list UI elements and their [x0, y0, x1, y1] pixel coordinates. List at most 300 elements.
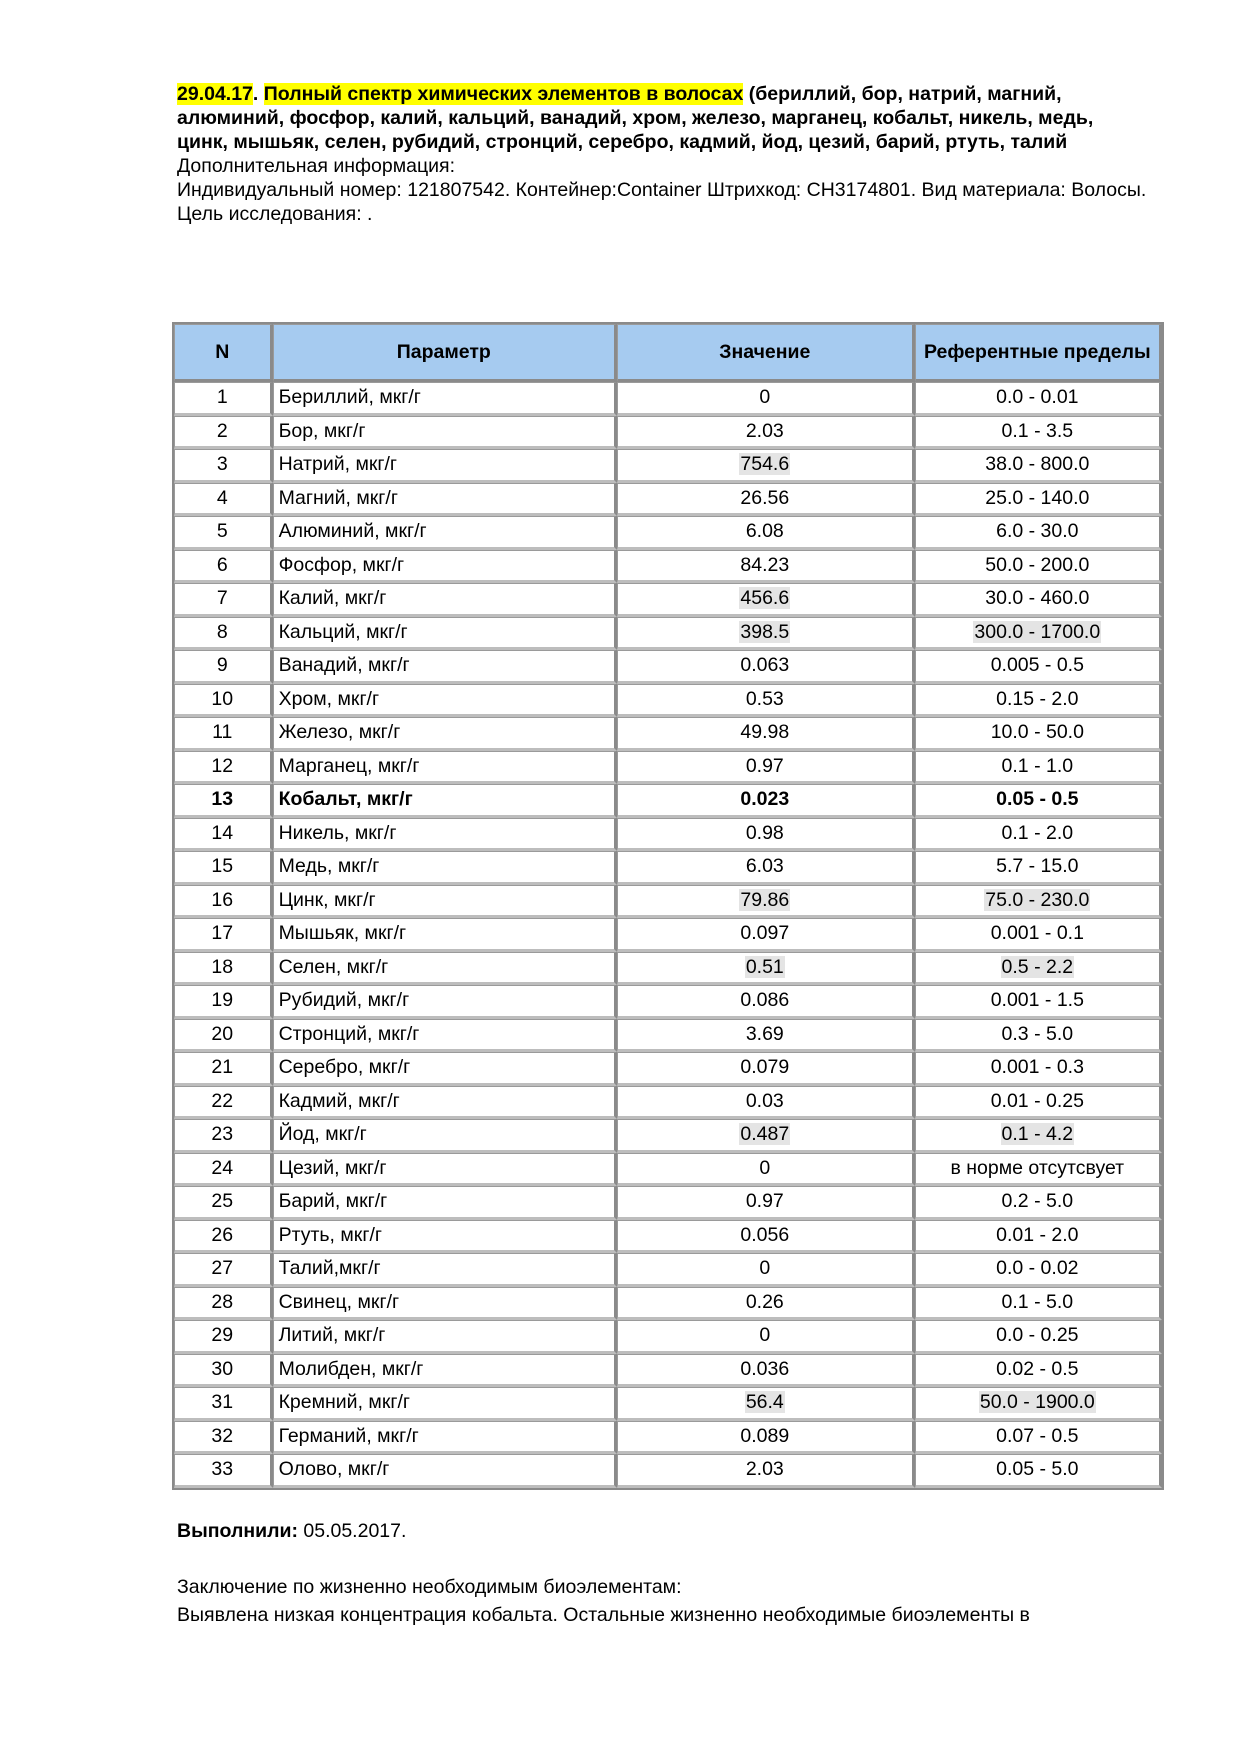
- reference-range: 0.05 - 5.0: [996, 1458, 1079, 1481]
- row-number: 7: [216, 587, 228, 610]
- table-row: [174, 918, 1162, 952]
- reference-range-cell: [915, 382, 1162, 416]
- reference-range-cell: [915, 1153, 1162, 1187]
- parameter-name: Рубидий, мкг/г: [278, 989, 410, 1012]
- row-number-cell: [174, 617, 273, 651]
- reference-range: 0.1 - 5.0: [1001, 1290, 1074, 1313]
- reference-range-cell: [915, 1354, 1162, 1388]
- row-number: 16: [211, 888, 234, 911]
- reference-range: 10.0 - 50.0: [990, 721, 1084, 744]
- parameter-value: 754.6: [740, 453, 790, 476]
- reference-range: 0.01 - 2.0: [996, 1223, 1079, 1246]
- parameter-name-cell: [273, 382, 617, 416]
- parameter-value: 0.079: [740, 1056, 790, 1079]
- column-header-reference: Референтные пределы: [915, 324, 1162, 382]
- row-number-cell: [174, 885, 273, 919]
- conclusion-title: Заключение по жизненно необходимым биоэлементам:: [177, 1576, 682, 1598]
- row-number-cell: [174, 717, 273, 751]
- row-number: 19: [211, 989, 234, 1012]
- row-number-cell: [174, 382, 273, 416]
- parameter-value-cell: [617, 583, 915, 617]
- table-row: [174, 684, 1162, 718]
- report-date: 29.04.17: [177, 83, 253, 105]
- table-row: [174, 985, 1162, 1019]
- row-number: 31: [211, 1391, 234, 1414]
- parameter-value: 2.03: [745, 419, 784, 442]
- parameter-name-cell: [273, 784, 617, 818]
- row-number-cell: [174, 1086, 273, 1120]
- row-number: 24: [211, 1156, 234, 1179]
- performed-date: 05.05.2017.: [297, 1520, 407, 1542]
- row-number: 26: [211, 1223, 234, 1246]
- reference-range-cell: [915, 516, 1162, 550]
- parameter-name: Мышьяк, мкг/г: [278, 922, 407, 945]
- row-number-cell: [174, 416, 273, 450]
- parameter-name: Молибден, мкг/г: [278, 1357, 424, 1380]
- parameter-value-cell: [617, 1387, 915, 1421]
- parameter-value: 0: [759, 386, 771, 409]
- table-row: [174, 1153, 1162, 1187]
- row-number: 27: [211, 1257, 234, 1280]
- parameter-value: 3.69: [745, 1022, 784, 1045]
- parameter-name-cell: [273, 583, 617, 617]
- parameter-value-cell: [617, 851, 915, 885]
- parameter-name: Германий, мкг/г: [278, 1424, 419, 1447]
- reference-range: 25.0 - 140.0: [985, 486, 1090, 509]
- reference-range: 0.05 - 0.5: [996, 788, 1079, 811]
- table-row: [174, 1119, 1162, 1153]
- parameter-value-cell: [617, 416, 915, 450]
- reference-range-cell: [915, 1119, 1162, 1153]
- parameter-name: Олово, мкг/г: [278, 1458, 390, 1481]
- reference-range-cell: [915, 416, 1162, 450]
- parameter-value: 0.487: [740, 1123, 790, 1146]
- reference-range: 75.0 - 230.0: [985, 888, 1090, 911]
- reference-range: 50.0 - 200.0: [985, 553, 1090, 576]
- reference-range: 0.1 - 4.2: [1001, 1123, 1074, 1146]
- parameter-value: 26.56: [740, 486, 790, 509]
- parameter-name-cell: [273, 1086, 617, 1120]
- parameter-value: 0.98: [745, 821, 784, 844]
- reference-range: 0.5 - 2.2: [1001, 955, 1074, 978]
- reference-range-cell: [915, 1052, 1162, 1086]
- parameter-value: 0.97: [745, 754, 784, 777]
- row-number-cell: [174, 1119, 273, 1153]
- parameter-name: Серебро, мкг/г: [278, 1056, 411, 1079]
- parameter-name-cell: [273, 1320, 617, 1354]
- row-number: 21: [211, 1056, 234, 1079]
- parameter-name-cell: [273, 1253, 617, 1287]
- parameter-name: Селен, мкг/г: [278, 955, 389, 978]
- parameter-value-cell: [617, 516, 915, 550]
- row-number-cell: [174, 1186, 273, 1220]
- parameter-value-cell: [617, 684, 915, 718]
- parameter-name: Хром, мкг/г: [278, 687, 380, 710]
- parameter-name-cell: [273, 818, 617, 852]
- row-number-cell: [174, 1421, 273, 1455]
- row-number-cell: [174, 650, 273, 684]
- reference-range: 0.3 - 5.0: [1001, 1022, 1074, 1045]
- extra-info-label: Дополнительная информация:: [177, 155, 456, 177]
- parameter-value: 6.03: [745, 855, 784, 878]
- row-number: 29: [211, 1324, 234, 1347]
- parameter-value-cell: [617, 918, 915, 952]
- parameter-value: 0.023: [740, 788, 790, 811]
- parameter-name: Никель, мкг/г: [278, 821, 397, 844]
- reference-range-cell: [915, 449, 1162, 483]
- row-number-cell: [174, 851, 273, 885]
- parameter-name: Кобальт, мкг/г: [278, 788, 413, 811]
- parameter-value-cell: [617, 784, 915, 818]
- reference-range: 0.0 - 0.01: [996, 386, 1079, 409]
- report-header: [177, 82, 1147, 226]
- performed-label: Выполнили:: [177, 1520, 298, 1542]
- table-row: [174, 1320, 1162, 1354]
- parameter-name-cell: [273, 483, 617, 517]
- parameter-value-cell: [617, 751, 915, 785]
- row-number: 4: [216, 486, 228, 509]
- row-number: 18: [211, 955, 234, 978]
- row-number-cell: [174, 483, 273, 517]
- row-number: 23: [211, 1123, 234, 1146]
- parameter-value: 0: [759, 1324, 771, 1347]
- parameter-name-cell: [273, 449, 617, 483]
- row-number-cell: [174, 449, 273, 483]
- table-row: [174, 1052, 1162, 1086]
- row-number-cell: [174, 918, 273, 952]
- row-number: 14: [211, 821, 234, 844]
- conclusion-text: Выявлена низкая концентрация кобальта. Остальные жизненно необходимые биоэлементы в: [177, 1604, 1030, 1626]
- table-row: [174, 449, 1162, 483]
- parameter-name: Литий, мкг/г: [278, 1324, 386, 1347]
- parameter-name-cell: [273, 1019, 617, 1053]
- reference-range: 300.0 - 1700.0: [974, 620, 1101, 643]
- parameter-name: Магний, мкг/г: [278, 486, 398, 509]
- parameter-name-cell: [273, 918, 617, 952]
- results-table: [172, 322, 1164, 1490]
- row-number-cell: [174, 516, 273, 550]
- reference-range-cell: [915, 1220, 1162, 1254]
- parameter-value: 0.03: [745, 1089, 784, 1112]
- parameter-name-cell: [273, 650, 617, 684]
- row-number-cell: [174, 818, 273, 852]
- report-title-highlight: Полный спектр химических элементов в волосах: [263, 83, 744, 105]
- parameter-value: 0.056: [740, 1223, 790, 1246]
- parameter-name: Кадмий, мкг/г: [278, 1089, 400, 1112]
- parameter-value-cell: [617, 1086, 915, 1120]
- parameter-value: 0.097: [740, 922, 790, 945]
- row-number-cell: [174, 1052, 273, 1086]
- table-row: [174, 583, 1162, 617]
- reference-range-cell: [915, 818, 1162, 852]
- table-row: [174, 1387, 1162, 1421]
- parameter-value-cell: [617, 449, 915, 483]
- parameter-name: Марганец, мкг/г: [278, 754, 420, 777]
- row-number: 12: [211, 754, 234, 777]
- parameter-name: Йод, мкг/г: [278, 1123, 367, 1146]
- parameter-value-cell: [617, 1287, 915, 1321]
- column-header-parameter: Параметр: [273, 324, 617, 382]
- parameter-value-cell: [617, 1354, 915, 1388]
- row-number: 3: [216, 453, 228, 476]
- reference-range-cell: [915, 550, 1162, 584]
- parameter-value-cell: [617, 1253, 915, 1287]
- parameter-value: 0.063: [740, 654, 790, 677]
- reference-range-cell: [915, 1086, 1162, 1120]
- parameter-name: Ванадий, мкг/г: [278, 654, 410, 677]
- parameter-value: 0.089: [740, 1424, 790, 1447]
- parameter-name: Бериллий, мкг/г: [278, 386, 421, 409]
- table-row: [174, 885, 1162, 919]
- table-row: [174, 617, 1162, 651]
- reference-range: 0.1 - 3.5: [1001, 419, 1074, 442]
- reference-range-cell: [915, 717, 1162, 751]
- reference-range-cell: [915, 1421, 1162, 1455]
- reference-range: 38.0 - 800.0: [985, 453, 1090, 476]
- parameter-value: 0.036: [740, 1357, 790, 1380]
- parameter-value-cell: [617, 1421, 915, 1455]
- row-number: 9: [216, 654, 228, 677]
- parameter-value: 398.5: [740, 620, 790, 643]
- parameter-name: Стронций, мкг/г: [278, 1022, 420, 1045]
- reference-range: 30.0 - 460.0: [985, 587, 1090, 610]
- reference-range-cell: [915, 885, 1162, 919]
- table-row: [174, 1019, 1162, 1053]
- parameter-name-cell: [273, 1119, 617, 1153]
- row-number-cell: [174, 784, 273, 818]
- parameter-value-cell: [617, 1019, 915, 1053]
- reference-range: в норме отсутсвует: [950, 1156, 1125, 1179]
- row-number-cell: [174, 583, 273, 617]
- parameter-name-cell: [273, 1421, 617, 1455]
- column-header-n: N: [174, 324, 273, 382]
- row-number-cell: [174, 1387, 273, 1421]
- row-number: 28: [211, 1290, 234, 1313]
- parameter-value: 2.03: [745, 1458, 784, 1481]
- parameter-name: Свинец, мкг/г: [278, 1290, 400, 1313]
- parameter-value: 0: [759, 1156, 771, 1179]
- table-row: [174, 717, 1162, 751]
- parameter-name: Калий, мкг/г: [278, 587, 387, 610]
- reference-range: 0.001 - 0.1: [990, 922, 1084, 945]
- parameter-name: Бор, мкг/г: [278, 419, 366, 442]
- reference-range-cell: [915, 985, 1162, 1019]
- parameter-value-cell: [617, 1220, 915, 1254]
- parameter-name: Ртуть, мкг/г: [278, 1223, 382, 1246]
- parameter-value: 49.98: [740, 721, 790, 744]
- parameter-name-cell: [273, 717, 617, 751]
- parameter-value: 0: [759, 1257, 771, 1280]
- row-number: 17: [211, 922, 234, 945]
- table-row: [174, 1186, 1162, 1220]
- reference-range-cell: [915, 650, 1162, 684]
- parameter-name: Кремний, мкг/г: [278, 1391, 410, 1414]
- reference-range-cell: [915, 1019, 1162, 1053]
- column-header-value: Значение: [617, 324, 915, 382]
- reference-range-cell: [915, 751, 1162, 785]
- row-number: 2: [216, 419, 228, 442]
- table-row: [174, 382, 1162, 416]
- reference-range-cell: [915, 1287, 1162, 1321]
- row-number-cell: [174, 684, 273, 718]
- row-number-cell: [174, 1287, 273, 1321]
- parameter-name: Медь, мкг/г: [278, 855, 380, 878]
- row-number-cell: [174, 1220, 273, 1254]
- table-row: [174, 650, 1162, 684]
- table-row: [174, 1253, 1162, 1287]
- parameter-value-cell: [617, 818, 915, 852]
- row-number: 22: [211, 1089, 234, 1112]
- parameter-name: Кальций, мкг/г: [278, 620, 408, 643]
- table-row: [174, 483, 1162, 517]
- table-row: [174, 851, 1162, 885]
- reference-range: 0.1 - 2.0: [1001, 821, 1074, 844]
- parameter-name-cell: [273, 952, 617, 986]
- parameter-name: Натрий, мкг/г: [278, 453, 398, 476]
- table-row: [174, 1086, 1162, 1120]
- reference-range-cell: [915, 1387, 1162, 1421]
- reference-range: 0.01 - 0.25: [990, 1089, 1084, 1112]
- table-row: [174, 550, 1162, 584]
- row-number-cell: [174, 751, 273, 785]
- parameter-value-cell: [617, 717, 915, 751]
- parameter-name-cell: [273, 1287, 617, 1321]
- parameter-name: Фосфор, мкг/г: [278, 553, 405, 576]
- parameter-value: 0.97: [745, 1190, 784, 1213]
- parameter-name-cell: [273, 751, 617, 785]
- row-number-cell: [174, 985, 273, 1019]
- parameter-value-cell: [617, 1052, 915, 1086]
- table-header-row: [174, 324, 1162, 382]
- parameter-value-cell: [617, 1186, 915, 1220]
- reference-range-cell: [915, 483, 1162, 517]
- row-number: 32: [211, 1424, 234, 1447]
- parameter-name-cell: [273, 1220, 617, 1254]
- parameter-name-cell: [273, 617, 617, 651]
- parameter-value-cell: [617, 885, 915, 919]
- reference-range: 0.005 - 0.5: [990, 654, 1084, 677]
- parameter-name-cell: [273, 550, 617, 584]
- parameter-name: Железо, мкг/г: [278, 721, 401, 744]
- table-row: [174, 952, 1162, 986]
- row-number-cell: [174, 1019, 273, 1053]
- row-number: 5: [216, 520, 228, 543]
- table-row: [174, 1354, 1162, 1388]
- research-purpose: Цель исследования: .: [177, 203, 373, 225]
- row-number-cell: [174, 1153, 273, 1187]
- reference-range-cell: [915, 583, 1162, 617]
- reference-range-cell: [915, 1454, 1162, 1488]
- row-number: 15: [211, 855, 234, 878]
- extra-info-line: Индивидуальный номер: 121807542. Контейнер:Container Штрихкод: CH3174801. Вид материала: Волосы.: [177, 179, 1147, 201]
- parameter-value: 0.53: [745, 687, 784, 710]
- parameter-value-cell: [617, 382, 915, 416]
- parameter-name-cell: [273, 851, 617, 885]
- parameter-value-cell: [617, 550, 915, 584]
- parameter-name-cell: [273, 684, 617, 718]
- parameter-value-cell: [617, 650, 915, 684]
- parameter-value: 0.51: [745, 955, 784, 978]
- reference-range: 0.02 - 0.5: [996, 1357, 1079, 1380]
- row-number: 30: [211, 1357, 234, 1380]
- reference-range: 0.2 - 5.0: [1001, 1190, 1074, 1213]
- reference-range: 0.1 - 1.0: [1001, 754, 1074, 777]
- performed-line: [177, 1520, 1137, 1543]
- row-number: 33: [211, 1458, 234, 1481]
- parameter-value-cell: [617, 985, 915, 1019]
- row-number: 11: [212, 721, 233, 744]
- report-title: 29.04.17. Полный спектр химических элементов в волосах (бериллий, бор, натрий, магний, алюминий, фосфор, калий, кальций, ванадий, хром, железо, марганец, кобальт, никель, медь, цинк, мышьяк, селен, рубидий, стронций, серебро, кадмий, йод, цезий, барий, ртуть, талий: [177, 83, 1094, 153]
- parameter-name: Алюминий, мкг/г: [278, 520, 427, 543]
- parameter-name-cell: [273, 1153, 617, 1187]
- parameter-name-cell: [273, 1354, 617, 1388]
- parameter-value: 56.4: [745, 1391, 784, 1414]
- table-row: [174, 516, 1162, 550]
- parameter-value: 0.26: [745, 1290, 784, 1313]
- row-number: 20: [211, 1022, 234, 1045]
- row-number-cell: [174, 550, 273, 584]
- parameter-name: Цезий, мкг/г: [278, 1156, 387, 1179]
- parameter-name-cell: [273, 516, 617, 550]
- row-number-cell: [174, 952, 273, 986]
- row-number: 13: [211, 788, 234, 811]
- parameter-value: 456.6: [740, 587, 790, 610]
- parameter-name: Талий,мкг/г: [278, 1257, 381, 1280]
- parameter-value-cell: [617, 617, 915, 651]
- reference-range: 0.001 - 1.5: [990, 989, 1084, 1012]
- reference-range: 0.15 - 2.0: [996, 687, 1079, 710]
- reference-range-cell: [915, 1320, 1162, 1354]
- row-number-cell: [174, 1454, 273, 1488]
- row-number: 25: [211, 1190, 234, 1213]
- table-row: [174, 818, 1162, 852]
- parameter-value-cell: [617, 952, 915, 986]
- reference-range-cell: [915, 784, 1162, 818]
- parameter-value-cell: [617, 1454, 915, 1488]
- reference-range: 0.0 - 0.02: [996, 1257, 1079, 1280]
- parameter-name-cell: [273, 1387, 617, 1421]
- parameter-value: 0.086: [740, 989, 790, 1012]
- row-number-cell: [174, 1354, 273, 1388]
- row-number: 8: [216, 620, 228, 643]
- reference-range: 0.07 - 0.5: [996, 1424, 1079, 1447]
- table-row: [174, 784, 1162, 818]
- parameter-name: Барий, мкг/г: [278, 1190, 388, 1213]
- reference-range: 5.7 - 15.0: [996, 855, 1079, 878]
- row-number-cell: [174, 1320, 273, 1354]
- reference-range-cell: [915, 918, 1162, 952]
- parameter-name-cell: [273, 985, 617, 1019]
- parameter-name-cell: [273, 1454, 617, 1488]
- reference-range-cell: [915, 952, 1162, 986]
- reference-range-cell: [915, 617, 1162, 651]
- reference-range: 0.001 - 0.3: [990, 1056, 1084, 1079]
- table-row: [174, 1421, 1162, 1455]
- parameter-name-cell: [273, 885, 617, 919]
- row-number: 10: [211, 687, 234, 710]
- reference-range: 50.0 - 1900.0: [979, 1391, 1095, 1414]
- parameter-value-cell: [617, 483, 915, 517]
- reference-range-cell: [915, 851, 1162, 885]
- reference-range-cell: [915, 684, 1162, 718]
- parameter-value-cell: [617, 1119, 915, 1153]
- table-row: [174, 751, 1162, 785]
- reference-range-cell: [915, 1186, 1162, 1220]
- row-number-cell: [174, 1253, 273, 1287]
- table-row: [174, 1287, 1162, 1321]
- table-row: [174, 416, 1162, 450]
- row-number: 6: [216, 553, 228, 576]
